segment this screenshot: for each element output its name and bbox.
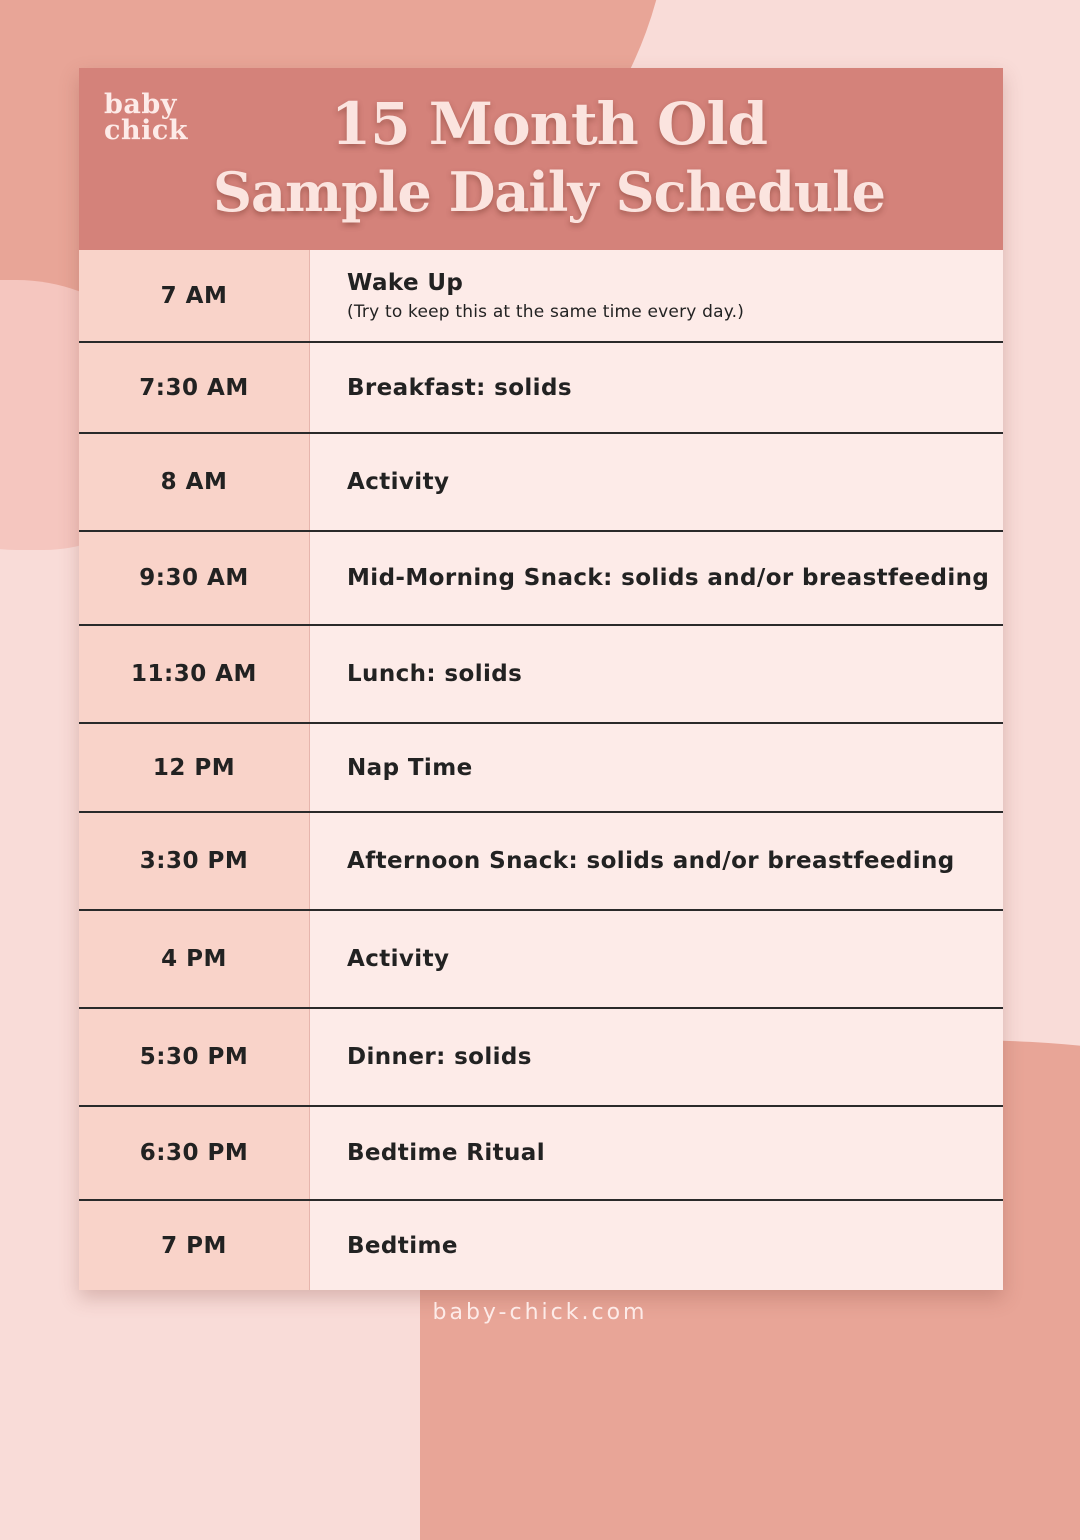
schedule-activity-cell	[347, 343, 987, 432]
schedule-activity: Dinner: solids	[347, 1044, 532, 1070]
schedule-activity-cell	[347, 911, 987, 1007]
schedule-time: 4 PM	[161, 946, 227, 972]
table-row	[79, 1107, 1003, 1201]
title-line-1: 15 Month Old	[330, 90, 768, 158]
schedule-time: 7 PM	[161, 1232, 227, 1259]
schedule-activity-cell	[347, 434, 987, 530]
schedule-activity: Activity	[347, 946, 450, 972]
schedule-time: 5:30 PM	[139, 1044, 249, 1070]
logo-line-2: chick	[104, 115, 188, 146]
schedule-activity-cell	[347, 813, 987, 909]
table-row	[79, 724, 1003, 813]
schedule-time: 7:30 AM	[139, 374, 249, 401]
schedule-note: (Try to keep this at the same time every day.)	[347, 301, 745, 322]
table-row	[79, 626, 1003, 724]
table-row	[79, 911, 1003, 1009]
schedule-activity: Afternoon Snack: solids and/or breastfeeding	[347, 848, 955, 874]
website-footer: baby-chick.com	[432, 1300, 648, 1325]
schedule-time: 12 PM	[152, 754, 236, 781]
schedule-activity-cell	[347, 1009, 987, 1105]
page-title	[119, 90, 979, 226]
table-row	[79, 343, 1003, 434]
schedule-activity: Nap Time	[347, 754, 473, 781]
schedule-time: 8 AM	[160, 469, 228, 495]
schedule-activity: Lunch: solids	[347, 661, 523, 687]
table-row	[79, 434, 1003, 532]
schedule-activity: Mid-Morning Snack: solids and/or breastfeeding	[347, 565, 990, 591]
table-row	[79, 250, 1003, 343]
schedule-time: 11:30 AM	[131, 661, 257, 687]
schedule-activity-cell	[347, 626, 987, 722]
logo-line-1: baby	[104, 89, 177, 120]
schedule-activity-cell	[347, 1107, 987, 1199]
schedule-activity: Breakfast: solids	[347, 374, 572, 401]
schedule-time: 3:30 PM	[139, 848, 249, 874]
schedule-activity: Activity	[347, 469, 450, 495]
table-row	[79, 532, 1003, 626]
schedule-activity-cell	[347, 250, 987, 341]
table-row	[79, 1009, 1003, 1107]
schedule-activity: Bedtime	[347, 1232, 458, 1259]
table-row	[79, 813, 1003, 911]
table-row	[79, 1201, 1003, 1290]
schedule-activity: Bedtime Ritual	[347, 1140, 546, 1166]
header-banner	[79, 68, 1003, 250]
schedule-activity-cell	[347, 724, 987, 811]
schedule-activity-cell	[347, 532, 990, 624]
schedule-activity-cell	[347, 1201, 987, 1290]
schedule-time: 7 AM	[160, 282, 228, 309]
schedule-card	[79, 68, 1003, 1290]
title-line-2: Sample Daily Schedule	[213, 160, 885, 224]
schedule-time: 9:30 AM	[139, 565, 249, 591]
schedule-table	[79, 250, 1003, 1290]
schedule-time: 6:30 PM	[139, 1140, 249, 1166]
schedule-activity: Wake Up	[347, 269, 464, 296]
